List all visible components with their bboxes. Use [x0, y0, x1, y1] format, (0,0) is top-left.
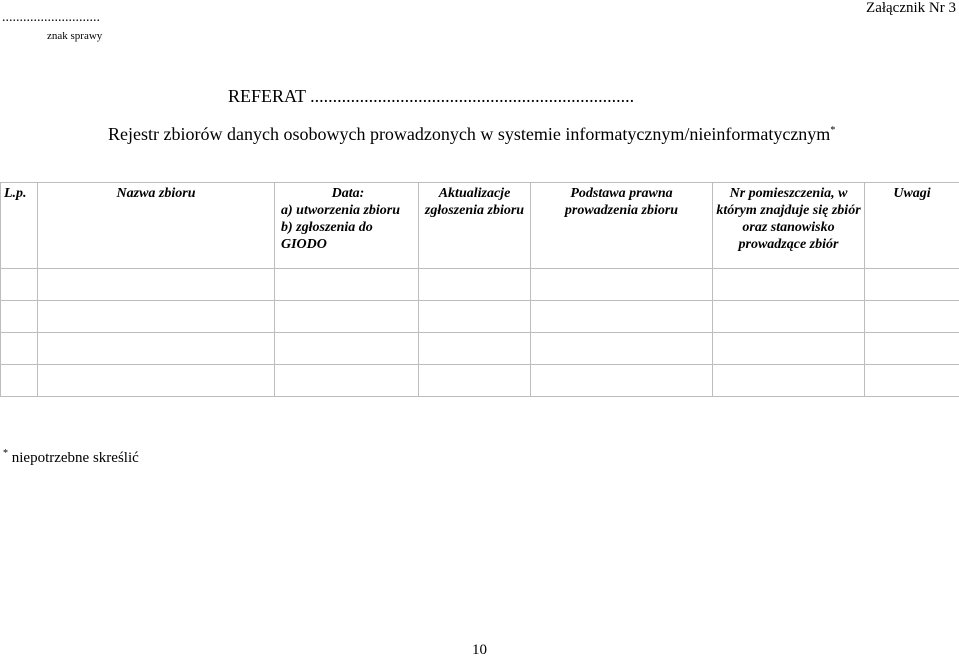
table-cell[interactable] [275, 365, 419, 397]
table-cell[interactable] [865, 333, 959, 365]
table-cell[interactable] [38, 269, 275, 301]
table-cell[interactable] [275, 301, 419, 333]
referat-line: REFERAT ........................................................................ [228, 86, 635, 106]
table-cell[interactable] [419, 301, 531, 333]
case-number-dots: ............................ [2, 10, 100, 25]
table-cell[interactable] [713, 365, 865, 397]
table-cell[interactable] [1, 301, 38, 333]
table-cell[interactable] [531, 365, 713, 397]
header-date-b: b) zgłoszenia do GIODO [281, 220, 373, 252]
table-cell[interactable] [865, 269, 959, 301]
footnote [3, 450, 139, 467]
table-cell[interactable] [275, 269, 419, 301]
header-room: Nr pomieszczenia, w którym znajduje się zbiór oraz stanowisko prowadzące zbiór [713, 183, 865, 269]
table-cell[interactable] [713, 269, 865, 301]
table-row [1, 365, 959, 397]
table-cell[interactable] [865, 301, 959, 333]
header-legal-basis: Podstawa prawna prowadzenia zbioru [531, 183, 713, 269]
table-cell[interactable] [531, 301, 713, 333]
header-date-title: Data: [331, 186, 365, 201]
title-text: Rejestr zbiorów danych osobowych prowadzonych w systemie informatycznym/nieinformatycznym [108, 124, 831, 144]
document-title [108, 124, 835, 145]
table-cell[interactable] [713, 333, 865, 365]
header-updates: Aktualizacje zgłoszenia zbioru [419, 183, 531, 269]
title-footnote-mark: * [830, 125, 836, 136]
header-lp: L.p. [1, 183, 38, 269]
table-cell[interactable] [38, 333, 275, 365]
register-table [0, 182, 959, 397]
footnote-text: niepotrzebne skreślić [11, 450, 139, 466]
header-date-a: a) utworzenia zbioru [281, 203, 401, 218]
table-cell[interactable] [1, 333, 38, 365]
table-cell[interactable] [531, 269, 713, 301]
table-cell[interactable] [275, 333, 419, 365]
table-header-row [1, 183, 959, 269]
case-number-label: znak sprawy [47, 30, 103, 42]
annex-label: Załącznik Nr 3 [866, 0, 956, 16]
table-cell[interactable] [419, 333, 531, 365]
footnote-mark: * [3, 448, 8, 459]
table-row [1, 269, 959, 301]
table-cell[interactable] [419, 365, 531, 397]
table-row [1, 333, 959, 365]
table-cell[interactable] [419, 269, 531, 301]
table-cell[interactable] [531, 333, 713, 365]
table-row [1, 301, 959, 333]
header-name: Nazwa zbioru [38, 183, 275, 269]
header-notes: Uwagi [865, 183, 959, 269]
page-number: 10 [472, 642, 487, 658]
table-cell[interactable] [713, 301, 865, 333]
header-date [275, 183, 419, 269]
table-cell[interactable] [1, 269, 38, 301]
table-cell[interactable] [38, 301, 275, 333]
table-cell[interactable] [38, 365, 275, 397]
table-cell[interactable] [1, 365, 38, 397]
table-cell[interactable] [865, 365, 959, 397]
